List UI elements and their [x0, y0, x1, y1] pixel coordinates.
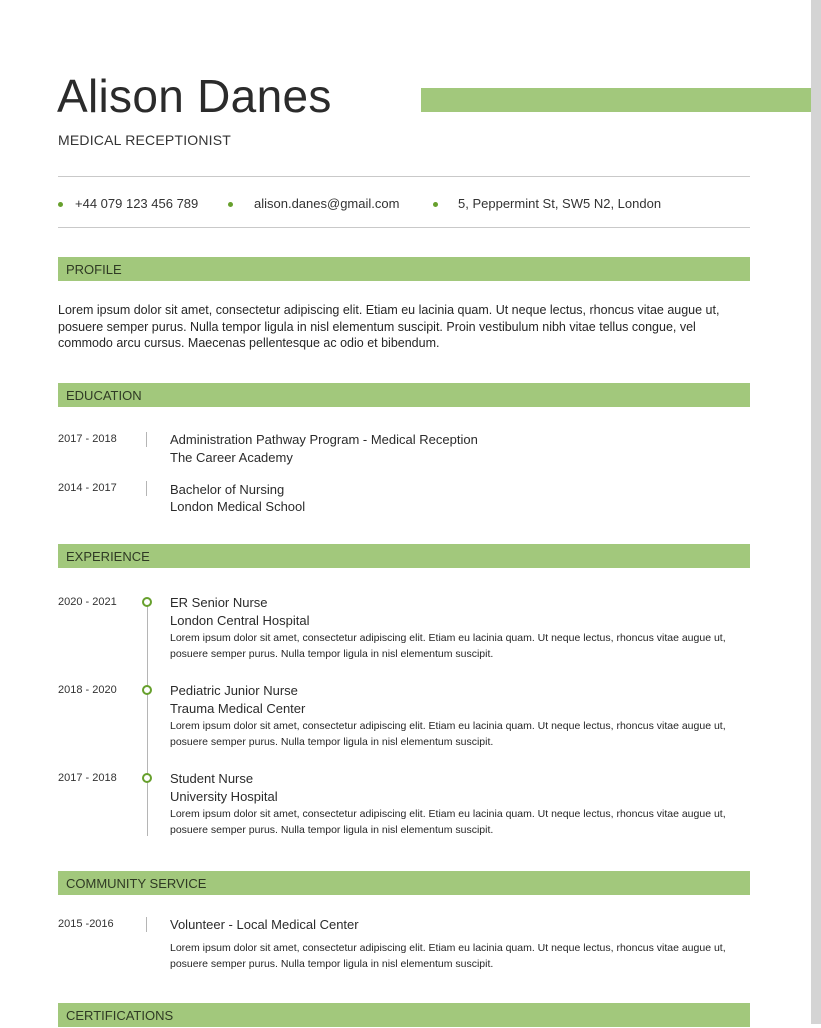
education-school: London Medical School [170, 499, 306, 514]
experience-dates: 2020 - 2021 [58, 596, 117, 608]
education-section-header: EDUCATION [58, 383, 750, 407]
contact-bottom-divider [58, 227, 750, 228]
timeline-node-icon [142, 597, 152, 607]
experience-dates: 2017 - 2018 [58, 772, 117, 784]
experience-description: Lorem ipsum dolor sit amet, consectetur adipiscing elit. Etiam eu lacinia quam. Ut neque lectus, rhoncus vitae augue ut, posuere semper purus. Nulla tempor ligula in nisl elementum suscipit. [170, 808, 726, 836]
community-service-dates: 2015 -2016 [58, 918, 114, 930]
experience-section-header: EXPERIENCE [58, 544, 750, 568]
address-bullet-icon [433, 202, 438, 207]
phone-number: +44 079 123 456 789 [75, 196, 199, 211]
education-program: Administration Pathway Program - Medical Reception [170, 432, 478, 447]
experience-role: Student Nurse [170, 771, 254, 786]
experience-employer: London Central Hospital [170, 613, 310, 628]
phone-bullet-icon [58, 202, 63, 207]
experience-role: ER Senior Nurse [170, 595, 268, 610]
experience-role: Pediatric Junior Nurse [170, 683, 298, 698]
education-school: The Career Academy [170, 450, 293, 465]
job-title: MEDICAL RECEPTIONIST [58, 132, 232, 148]
experience-description: Lorem ipsum dolor sit amet, consectetur adipiscing elit. Etiam eu lacinia quam. Ut neque lectus, rhoncus vitae augue ut, posuere semper purus. Nulla tempor ligula in nisl elementum suscipit. [170, 720, 726, 748]
timeline-node-icon [142, 685, 152, 695]
contact-top-divider [58, 176, 750, 177]
education-separator [146, 481, 147, 496]
email-address: alison.danes@gmail.com [254, 196, 400, 211]
header-accent-bar [421, 88, 811, 112]
education-separator [146, 432, 147, 447]
education-dates: 2017 - 2018 [58, 433, 117, 445]
profile-section-header: PROFILE [58, 257, 750, 281]
experience-employer: Trauma Medical Center [170, 701, 306, 716]
street-address: 5, Peppermint St, SW5 N2, London [458, 196, 662, 211]
candidate-name: Alison Danes [57, 70, 332, 122]
profile-text: Lorem ipsum dolor sit amet, consectetur adipiscing elit. Etiam eu lacinia quam. Ut neque lectus, rhoncus vitae augue ut, posuere semper purus. Nulla tempor ligula in nisl elementum suscipit. Proin vestibulum nibh vitae tellus congue, vel commodo arcu cursus. Maecenas pellentesque ac odio et bibendum. [58, 303, 720, 350]
education-program: Bachelor of Nursing [170, 482, 285, 497]
community-service-role: Volunteer - Local Medical Center [170, 917, 359, 932]
community-service-section-header: COMMUNITY SERVICE [58, 871, 750, 895]
experience-description: Lorem ipsum dolor sit amet, consectetur adipiscing elit. Etiam eu lacinia quam. Ut neque lectus, rhoncus vitae augue ut, posuere semper purus. Nulla tempor ligula in nisl elementum suscipit. [170, 632, 726, 660]
experience-timeline [147, 604, 148, 836]
timeline-node-icon [142, 773, 152, 783]
education-dates: 2014 - 2017 [58, 482, 117, 494]
experience-dates: 2018 - 2020 [58, 684, 117, 696]
email-bullet-icon [228, 202, 233, 207]
certifications-section-header: CERTIFICATIONS [58, 1003, 750, 1027]
community-service-separator [146, 917, 147, 932]
vertical-scrollbar[interactable] [811, 0, 821, 1024]
experience-employer: University Hospital [170, 789, 278, 804]
community-service-description: Lorem ipsum dolor sit amet, consectetur adipiscing elit. Etiam eu lacinia quam. Ut neque lectus, rhoncus vitae augue ut, posuere semper purus. Nulla tempor ligula in nisl elementum suscipit. [170, 942, 726, 970]
